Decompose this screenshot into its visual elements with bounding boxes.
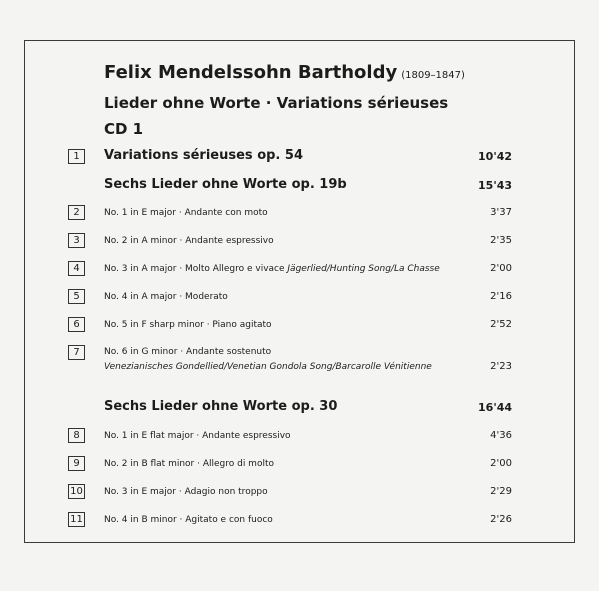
track-duration: 2'16 (490, 291, 512, 302)
track-title: No. 6 in G minor · Andante sostenuto (104, 347, 272, 357)
album-subtitle: Lieder ohne Worte · Variations sérieuses (104, 94, 449, 112)
track-duration: 2'52 (490, 319, 512, 330)
composer-dates: (1809–1847) (401, 70, 465, 81)
track-duration: 10'42 (478, 150, 512, 163)
track-duration: 3'37 (490, 207, 512, 218)
header (104, 60, 465, 141)
track-duration: 2'29 (490, 486, 512, 497)
track-title (104, 264, 440, 274)
track-subtitle: Venezianisches Gondellied/Venetian Gondola Song/Barcarolle Vénitienne (104, 362, 432, 372)
track-duration: 2'23 (490, 361, 512, 372)
track-title-main: No. 3 in A major · Molto Allegro e vivace (104, 264, 288, 274)
track-number: 3 (68, 233, 85, 248)
track-title: No. 4 in B minor · Agitato e con fuoco (104, 515, 273, 525)
track-number: 5 (68, 289, 85, 304)
cd-label: CD 1 (104, 120, 144, 138)
track-duration: 2'35 (490, 235, 512, 246)
track-subtitle: Jägerlied/Hunting Song/La Chasse (287, 264, 440, 274)
track-number: 2 (68, 205, 85, 220)
track-number: 4 (68, 261, 85, 276)
track-number: 1 (68, 149, 85, 164)
track-number: 9 (68, 456, 85, 471)
track-title: No. 5 in F sharp minor · Piano agitato (104, 320, 272, 330)
track-title: No. 1 in E flat major · Andante espressivo (104, 431, 291, 441)
section-title: Sechs Lieder ohne Worte op. 30 (104, 399, 338, 414)
track-number: 10 (68, 484, 85, 499)
track-number: 6 (68, 317, 85, 332)
track-title: No. 4 in A major · Moderato (104, 292, 228, 302)
section-title: Sechs Lieder ohne Worte op. 19b (104, 177, 347, 192)
track-number: 7 (68, 345, 85, 360)
track-title: Variations sérieuses op. 54 (104, 148, 303, 163)
track-title: No. 2 in A minor · Andante espressivo (104, 236, 274, 246)
track-duration: 2'26 (490, 514, 512, 525)
section-duration: 15'43 (478, 179, 512, 192)
track-title: No. 2 in B flat minor · Allegro di molto (104, 459, 274, 469)
composer-line (104, 60, 465, 89)
track-duration: 2'00 (490, 263, 512, 274)
composer-name: Felix Mendelssohn Bartholdy (104, 62, 398, 83)
track-title: No. 3 in E major · Adagio non troppo (104, 487, 268, 497)
track-duration: 2'00 (490, 458, 512, 469)
track-title: No. 1 in E major · Andante con moto (104, 208, 268, 218)
track-duration: 4'36 (490, 430, 512, 441)
track-number: 8 (68, 428, 85, 443)
section-duration: 16'44 (478, 401, 512, 414)
track-number: 11 (68, 512, 85, 527)
